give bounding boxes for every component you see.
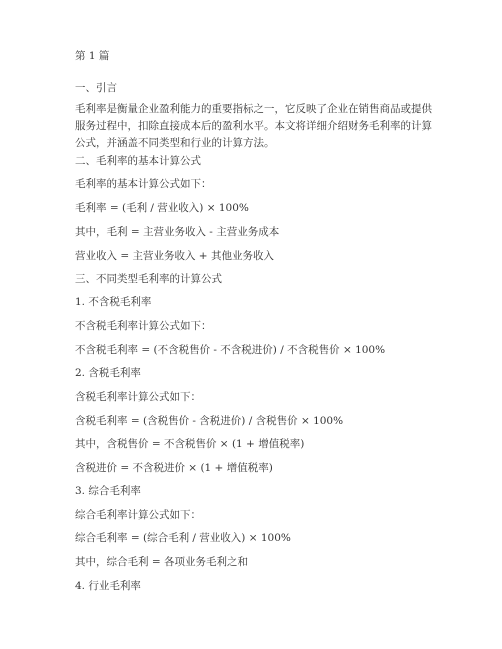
revenue-definition: 营业收入 = 主营业务收入 + 其他业务收入 xyxy=(75,250,274,262)
sub3-formula: 综合毛利率 = (综合毛利 / 营业收入) × 100% xyxy=(75,532,291,544)
heading-types: 三、不同类型毛利率的计算公式 xyxy=(75,273,222,285)
heading-basic-formula: 二、毛利率的基本计算公式 xyxy=(75,155,201,167)
intro-paragraph: 毛利率是衡量企业盈利能力的重要指标之一，它反映了企业在销售商品或提供服务过程中，扣除直接成本后的盈利水平。本文将详细介绍财务毛利率的计算公式，并涵盖不同类型和行业的计算方法。 xyxy=(75,103,432,149)
section-label: 第 1 篇 xyxy=(75,50,110,62)
sub2-formula: 含税毛利率 = (含税售价 - 含税进价) / 含税售价 × 100% xyxy=(75,415,344,427)
gross-profit-definition: 其中，毛利 = 主营业务收入 - 主营业务成本 xyxy=(75,226,280,238)
sub4-title: 4. 行业毛利率 xyxy=(75,580,141,592)
sub2-lead: 含税毛利率计算公式如下： xyxy=(75,391,201,403)
sub1-title: 1. 不含税毛利率 xyxy=(75,296,152,308)
heading-intro: 一、引言 xyxy=(75,82,117,94)
basic-formula-lead: 毛利率的基本计算公式如下： xyxy=(75,178,212,190)
sub2-price-definition: 其中，含税售价 = 不含税售价 × (1 + 增值税率) xyxy=(75,438,305,450)
basic-formula: 毛利率 = (毛利 / 营业收入) × 100% xyxy=(75,202,249,214)
sub1-formula: 不含税毛利率 = (不含税售价 - 不含税进价) / 不含税售价 × 100% xyxy=(75,344,386,356)
sub3-definition: 其中，综合毛利 = 各项业务毛利之和 xyxy=(75,556,248,568)
sub3-lead: 综合毛利率计算公式如下： xyxy=(75,509,201,521)
sub1-lead: 不含税毛利率计算公式如下： xyxy=(75,320,212,332)
sub3-title: 3. 综合毛利率 xyxy=(75,485,141,497)
sub2-cost-definition: 含税进价 = 不含税进价 × (1 + 增值税率) xyxy=(75,462,273,474)
sub2-title: 2. 含税毛利率 xyxy=(75,367,141,379)
